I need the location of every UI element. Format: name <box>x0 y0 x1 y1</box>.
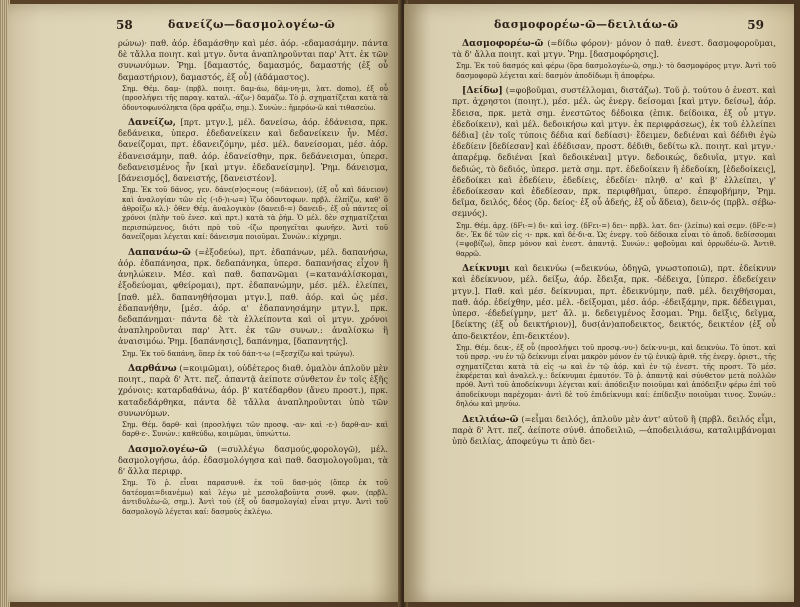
footnote-remark: Σημ. Θέμ. δαρθ- καὶ (προσλήψει τῶν προσφ. -αν- καὶ -ε-) δαρθ-αν- καὶ δαρθ-ε-. Συνών.: καθεύδω, κοιμῶμαι, ὑπνώττω. <box>122 420 388 439</box>
dictionary-entry <box>118 247 388 348</box>
footnote-remark: Σημ. Ἐκ τοῦ δασμός καὶ φέρω (ὅρα δασμολογέω-ῶ, σημ.)· τὸ δασμοφόρος μτγν. Ἀντὶ τοῦ δασμοφορῶ λέγεται καί: δασμὸν ἀποδίδωμι ἢ ἀποφέρω. <box>456 62 776 80</box>
footnote-remark: Σημ. Ἐκ τοῦ δαπάνη, ὅπερ ἐκ τοῦ δάπ-τ-ω (=ξεσχίζω καὶ τρώγω). <box>122 349 355 358</box>
footnote-remark: Σημ. Θέμ. δεικ-, ἐξ οὗ (προσλήψει τοῦ προσφ.-νυ-) δείκ-νυ-μι, καὶ δεικνύω. Τὸ ὑποτ. καὶ τοῦ πρσρ. -νυ ἐν τῷ δείκνυμι εἶναι μακρὸν μόνον ἐν τῷ ἐνικῷ ἀριθ. τῆς ἐνεργ. ὁριστ., τῆς σχηματίζεται κατὰ τὰ εἰς -ω καὶ ἐν τῷ ἀόρ. καὶ ἐν τῷ ἐνεστ. τῆς προστ. Τὸ μέσ. ἐκφέρεται καὶ ἀναλελ.γ.: δείκνυμαι ἐμαυτόν. Τὸ ῥ. ἀπαντᾷ καὶ σύνθετον μετὰ πολλῶν πρόθ. Ἀντὶ τοῦ ἀποδείκνυμι λέγεται καί: ἀπόδειξιν ποιοῦμαι καὶ ἀπόδειξιν φέρω ἐπὶ τοῦ ἀποδείκνυμι παρέχομαι· ἀντὶ δὲ τοῦ ἐπιδείκνυμι καί: ἐπίδειξιν ποιοῦμαι τινος. Συνών.: δηλόω καὶ μηνύω. <box>456 343 776 409</box>
entry-text: (=φοβοῦμαι, συστέλλομαι, διστάζω). Τοῦ ῥ. τούτου ὁ ἐνεστ. καὶ πρτ. ἀχρηστοι (ποιητ.), μέσ. μέλ. ὡς ἐνεργ. δείσομαι [καὶ μτγν. δείσω], ἀόρ. ἔδεισα, πρκ. μετὰ σημ. ἐνεστῶτος δέδοικα (ἐπικ. δείδοικα, ἐξ οὗ μτγν. ἐδεδοίκειν), καὶ μέλ. δεδοικήσω καὶ μτγν. ἐκ περιφράσεως), ἐκ τοῦ ἐλλείπει δέδια] (ἐν τοῖς τύποις δέδια καί δεδίασι)· ἔδειμεν, δεδιέναι καὶ δέδιθι ἐγὼ ἐδεδίειν [δεδίεσαν] καὶ ἐδέδισαν, προστ. δέδιθι, δεδίτω κλ. ποιητ. καὶ μτγν.· ἀπαρέμφ. δεδιέναι [καὶ δεδοικέναι] μτγν. δεδοικώς, δεδιυῖα, μτγν. καὶ δεδιώς, τὸ δεδιός, ὑπερσ. μετὰ σημ. πρτ. ἐδεδοίκειν ἢ ἐδεδοίκη, [ἐδεδοίκεις], ἐδεδοίκει καὶ ἐδεδίειν, ἐδεδίεις, ἐδεδίει· πληθ. α' καὶ β' ἐλλείπει, γ' ἐδεδοίκεσαν καὶ ἐδεδίεσαν, πρκ. περιφθῆμαι, ὑπερσ. ἐπεφοβήμην, Ῥημ. δεῖμα, δειλός, δέος (ὅρ. δείος· ἐξ οὗ ἀδεής, ἐξ οὗ ἄδεια), δειν-ός (πρβλ. σέβω-σεμνός). <box>452 85 776 219</box>
entry-text: (=δίδω φόρον)· μόνον ὁ παθ. ἐνεστ. δασμοφοροῦμαι, τὰ δ' ἄλλα ποιητ. καὶ μτγν. Ῥημ. [δασμοφόρησις]. <box>452 38 776 60</box>
entry-text: (=εἶμαι δειλός), ἁπλοῦν μὲν ἀντ' αὐτοῦ ἢ (πρβλ. δειλός εἶμι, παρὰ δ' Ἀττ. πεζ. ἀείποτε σύνθ. ἀποδειλιῶ, —ἀποδειλιάσω, καταλιμβάνομαι ὑπὸ δειλίας, ἀποφεύγω τι ἀπὸ δει- <box>452 413 776 446</box>
dictionary-entry <box>452 85 776 219</box>
dictionary-entry <box>118 117 388 184</box>
entry-text: (=κοιμῶμαι), οὐδέτερος διαθ. ὁμαλὸν ἁπλοῦν μὲν ποιητ., παρὰ δ' Ἀττ. πεζ. ἀπαντᾷ ἀείποτε σύνθετον ἐν τοῖς ἑξῆς χρόνοις: καταρδαθάνω, ἀόρ. β' κατέδαρθον (ἄνευ προστ.), πρκ. καταδεδάρθηκα, πάντα δὲ τἄλλα ἀναπληροῦνται ὑπὸ τῶν συνωνύμων. <box>118 362 388 418</box>
dictionary-entry <box>452 263 776 341</box>
dictionary-entry <box>118 363 388 419</box>
entry-headword: [Δείδω] <box>462 85 503 97</box>
entry-headword: Δειλιάω-ῶ <box>462 413 519 425</box>
left-page <box>8 4 402 602</box>
footnote-remark: Σημ. Τὸ ῥ. εἶναι παρασυνθ. ἐκ τοῦ δασ-μός (ὅπερ ἐκ τοῦ δατέομαι=διανέμω) καὶ λέγω μὲ μεσολαβοῦντα συνθ. φων. (πρβλ. ἀντιδυλέω-ῶ, σημ.). Ἀντὶ τοῦ (ἐξ οὗ δασμολογία) εἶναι μτγν. Ἀντὶ τοῦ δασμολογῶ λέγεται καί: δασμοὺς ἐκλέγω. <box>122 479 388 516</box>
entry-text: καὶ δεικνύω (=δεικνύω, ὁδηγῶ, γνωστοποιῶ), πρτ. ἐδείκνυν καὶ ἐδείκνυον, μέλ. δείξω, ἀόρ. ἔδειξα, πρκ. -δέδειχα, [ὑπερσ. ἐδεδείχειν μτγν.]. Παθ. καὶ μέσ. δείκνυμαι, πρτ. ἐδεικνύμην, παθ. μέλ. δειχθήσομαι, παθ. ἀόρ. ἐδείχθην, μέσ. μέλ. -δείξομαι, μέσ. ἀόρ. -έδειξάμην, πρκ. δέδειγμαι, ὑπερσ. -έδεδείγμην, μετ' ἄλ. μ. δεδειγμένος ἔσομαι. Ῥημ. δεῖξις, δεῖγμα, [δείκτης (ἐξ οὗ δεικτήριον)], δυσ(ἀν)αποδεικτος, δεικτός, δεικτέον (ἐξ οὗ ἀπο-δεικτέον, ἐπι-δεικτέον). <box>452 263 776 341</box>
page-number: 59 <box>747 18 764 32</box>
page-number: 58 <box>116 18 133 32</box>
footnote-remark: Σημ. Θέμ. δαμ- (πρβλ. ποιητ. δαμ-άω, δάμ-νη-μι, λατ. domo), ἐξ οὗ (προσλήψει τῆς παραγ. καταλ. -άζω·) δαμάζω. Τὸ ῥ. σχηματίζεται κατὰ τὰ ὀδοντοφωνόληκτα (ὅρα φράζω, σημ.). Συνών.: ἡμερόω-ῶ καὶ τιθασεύω. <box>122 84 388 112</box>
footnote-remark: Σημ. Ἐκ τοῦ δάνος, γεν. δάνε(σ)ος=ους (=δάνειον), (ἐξ οὗ καὶ δάνειον) καὶ ἀναλογίαν τῶν εἰς (-ιδ-)ι-ω=) ἵζω ὀδοντοφων. πρβλ. ἐλπίζω, καθ' ὃ ἀθροίζω κλ.)· ὅθεν Θέμ. ἀναλογικὸν (δανειδ-=) δανειδ-, ἐξ οὗ πάντες οἱ χρόνοι (πλὴν τοῦ ἐνεσ. καὶ πρτ.) κατὰ τὰ ῥήμ. Ὁ μέλ. δὲν σχηματίζεται περισπώμενος, διότι πρὸ τοῦ -ίζω προηγεῖται φωνῆεν. Ἀντὶ τοῦ δανείζομαι λέγεται καί: δάνεισμα ποιοῦμαι. Συνών.: κίχρημι. <box>122 186 388 242</box>
entry-text: [πρτ. μτγν.], μέλ. δανείσω, ἀόρ. ἐδάνεισα, πρκ. δεδάνεικα, ὑπερσ. ἐδεδανείκειν καὶ δεδανείκειν ἦν. Μέσ. δανείζομαι, πρτ. ἐδανειζόμην, μέσ. μέλ. δανείσομαι, μέσ. ἀόρ. ἐδανεισάμην, παθ. ἀόρ. ἐδανείσθην, πρκ. δεδάνεισμαι, ὑπερσ. δεδανεισμένος ἦν [καὶ μτγν. ἐδεδανείσμην]. Ῥημ. δάνεισμα, [δάνεισμός], δανειστής, [δανειστέον]. <box>118 117 388 184</box>
dictionary-entry <box>452 38 776 60</box>
entry-text: (=ἐξοδεύω), πρτ. ἐδαπάνων, μέλ. δαπανήσω, ἀόρ. ἐδαπάνησα, πρκ. δεδαπάνηκα, ὑπερσ. δαπανήσας εἶχον ἢ ἀνηλώκειν. Μέσ. καὶ παθ. δαπανῶμαι (=κατανάλίσκομαι, ἐξοδεύομαι, φθείρομαι), πρτ. ἐδαπανώμην, μέσ. μέλ. ἐλείπει,[παθ. μέλ. δαπανηθήσομαι μτγν.], παθ. ἀόρ. καὶ ὡς μέσ. ἐδαπανήθην, [μέσ. ἀόρ. α' ἐδαπανησάμην μτγν.], πρκ. δεδαπάνημαι· πάντα δὲ τὰ ἐλλείποντα καὶ οἱ μτγν. χρόνοι ἀναπληροῦνται παρ' Ἀττ. ἐκ τῶν συνων.: ἀναλίσκω ἢ ἀναισιμόω. Ῥημ. [δαπάνησις], δαπάνημα, [δαπανητής]. <box>118 246 388 347</box>
dictionary-entry <box>118 444 388 478</box>
right-page <box>404 4 794 602</box>
entry-headword: Δαρθάνω <box>128 362 177 374</box>
running-head: δασμοφορέω-ῶ—δειλιάω-ῶ <box>494 18 679 31</box>
entry-headword: Δαπανάω-ῶ <box>128 246 191 258</box>
entry-headword: Δασμοφορέω-ῶ <box>462 38 544 49</box>
dictionary-entry <box>452 414 776 448</box>
footnote-remark: Σημ. Θέμ. ἀρχ. (δFι-=) δι- καὶ ἰσχ. (δFει-=) δει-· πρβλ. λατ. δει- (λείπω) καὶ σεμν. (δFε-=) δε-. Ἐκ δὲ τῶν εἰς -ι- πρκ. καὶ δέ-δι-α. Ὡς ἐνεργ. τοῦ δέδοικα εἶναι τὸ ἀποδ. δεδίσσομαι (=φοβίζω), ὅπερ μόνον καὶ ἐνεστ. ἀπαντᾷ. Συνών.: φοβοῦμαι καὶ ὀρρωδέω-ῶ. Ἀντιθ. θαρρῶ. <box>456 221 776 258</box>
continued-entry-text: ρώνω)· παθ. ἀόρ. ἐδαμάσθην καὶ μέσ. ἀόρ. -εδαμασάμην. πάντα δὲ τἄλλα ποιητ. καὶ μτγν. ὄντα ἀναπληροῦνται παρ' Ἀττ. ἐκ τῶν συνωνύμων. Ῥημ. [δαμαστός, δαμασμός, δαμαστής (ἐξ οὗ δαμαστήριον), δαμαστός, ἐξ οὗ] (ἀδάμαστος). <box>118 38 388 82</box>
right-page-header <box>404 4 794 38</box>
right-page-body <box>404 38 794 447</box>
running-head: δανείζω—δασμολογέω-ῶ <box>168 18 336 31</box>
entry-text: (=συλλέγω δασμούς,φορολογῶ), μέλ. δασμολογήσω, ἀόρ. ἐδασμολόγησα καὶ παθ. δασμολογοῦμαι, τὰ δ' ἄλλα περιφρ. <box>118 443 388 477</box>
left-page-body <box>8 38 402 517</box>
entry-headword: Δανείζω, <box>128 117 176 129</box>
entry-headword: Δασμολογέω-ῶ <box>128 443 208 455</box>
left-page-header <box>8 4 402 38</box>
entry-headword: Δείκνυμι <box>462 263 510 275</box>
